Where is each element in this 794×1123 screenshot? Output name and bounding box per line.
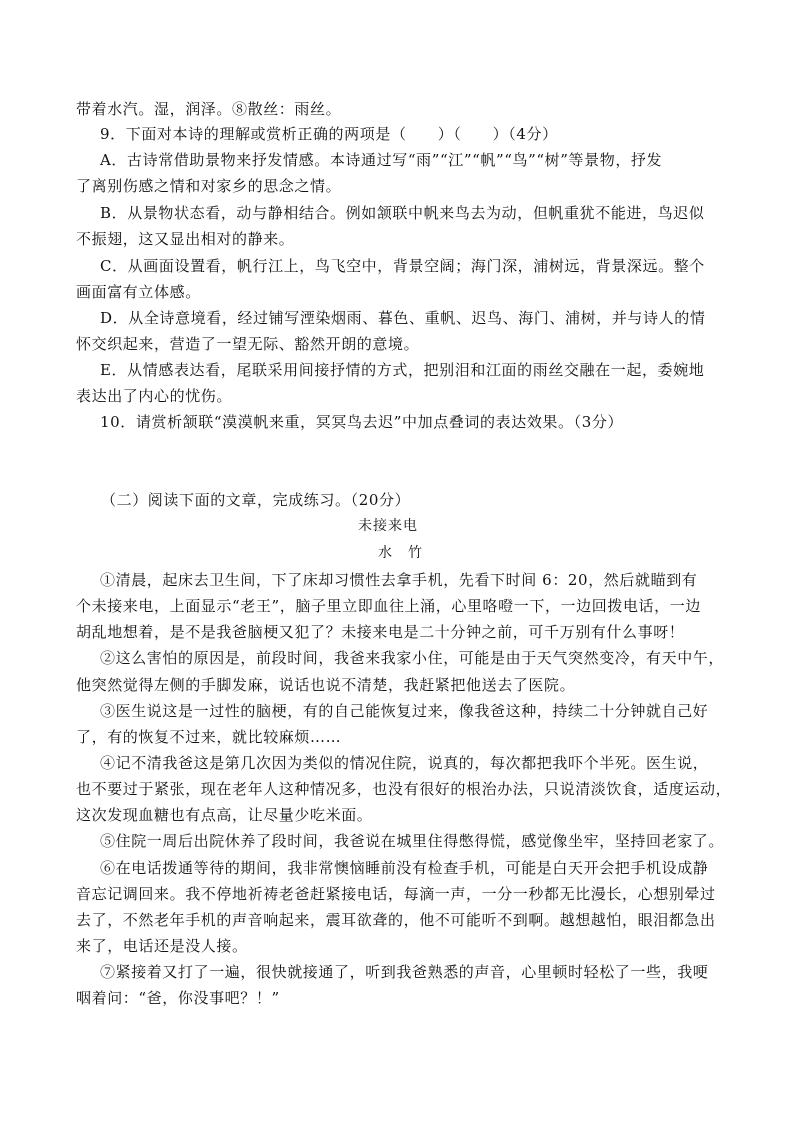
paragraph-1: ①清晨，起床去卫生间，下了床却习惯性去拿手机，先看下时间 6：20，然后就瞄到有 — [100, 571, 698, 589]
paragraph-7: ⑦紧接着又打了一遍，很快就接通了，听到我爸熟悉的声音，心里顿时轻松了一些，我哽 — [100, 963, 709, 981]
paragraph-3: ③医生说这是一过性的脑梗，有的自己能恢复过来，像我爸这种，持续二十分钟就自己好 — [100, 702, 709, 720]
question-9: 9．下面对本诗的理解或赏析正确的两项是（ ）（ ）（4分） — [100, 125, 558, 143]
text-line: 他突然觉得左侧的手脚发麻，说话也说不清楚，我赶紧把他送去了医院。 — [76, 676, 576, 694]
text-line: 胡乱地想着，是不是我爸脑梗又犯了？未接来电是二十分钟之前，可千万别有什么事呀！ — [76, 623, 685, 641]
paragraph-4: ④记不清我爸这是第几次因为类似的情况住院，说真的，每次都把我吓个半死。医生说， — [100, 754, 709, 772]
text-line: 了，有的恢复不过来，就比较麻烦…… — [76, 728, 342, 746]
text-line: 来了，电话还是没人接。 — [76, 937, 248, 955]
text-line: 表达出了内心的忧伤。 — [76, 387, 233, 405]
section-heading: （二）阅读下面的文章，完成练习。（20分） — [101, 491, 411, 509]
paragraph-5: ⑤住院一周后出院休养了段时间，我爸说在城里住得憋得慌，感觉像坐牢，坚持回老家了。 — [100, 832, 725, 850]
option-d: D．从全诗意境看，经过铺写湮染烟雨、暮色、重帆、迟鸟、海门、浦树，并与诗人的情 — [100, 309, 706, 327]
option-b: B．从景物状态看，动与静相结合。例如颔联中帆来鸟去为动，但帆重犹不能进，鸟迟似 — [100, 204, 705, 222]
text-line: 音忘记调回来。我不停地祈祷老爸赶紧接电话，每滴一声，一分一秒都无比漫长，心想别晕过 — [76, 885, 716, 903]
text-line: 这次发现血糖也有点高，让尽量少吃米面。 — [76, 806, 373, 824]
text-line: 也不要过于紧张，现在老年人这种情况多，也没有很好的根治办法，只说清淡饮食，适度运动， — [76, 780, 732, 798]
text-line: 去了，不然老年手机的声音响起来，震耳欲聋的，他不可能听不到啊。越想越怕，眼泪都急出 — [76, 911, 716, 929]
text-line: 怀交织起来，营造了一望无际、豁然开朗的意境。 — [76, 335, 420, 353]
question-10: 10．请赏析颔联“漠漠帆来重，冥冥鸟去迟”中加点叠词的表达效果。（3分） — [100, 413, 624, 431]
text-line: 带着水汽。湿，润泽。⑧散丝：雨丝。 — [76, 100, 342, 118]
text-line: 咽着问：“爸，你没事吧？！” — [76, 989, 280, 1007]
option-e: E．从情感表达看，尾联采用间接抒情的方式，把别泪和江面的雨丝交融在一起，委婉地 — [100, 361, 705, 379]
text-line: 不振翅，这又显出相对的静来。 — [76, 230, 295, 248]
text-line: 了离别伤感之情和对家乡的思念之情。 — [76, 177, 342, 195]
article-title: 未接来电 — [358, 518, 418, 534]
article-author: 水 竹 — [378, 545, 423, 561]
paragraph-6: ⑥在电话拨通等待的期间，我非常懊恼睡前没有检查手机，可能是白天开会把手机设成静 — [100, 859, 709, 877]
text-line: 个未接来电，上面显示“老王”，脑子里立即血往上涌，心里咯噔一下，一边回拨电话，一边 — [76, 597, 701, 615]
option-c: C．从画面设置看，帆行江上，鸟飞空中，背景空阔；海门深，浦树远，背景深远。整个 — [100, 257, 705, 275]
paragraph-2: ②这么害怕的原因是，前段时间，我爸来我家小住，可能是由于天气突然变冷，有天中午， — [100, 649, 725, 667]
text-line: 画面富有立体感。 — [76, 283, 201, 301]
option-a: A．古诗常借助景物来抒发情感。本诗通过写“雨”“江”“帆”“鸟”“树”等景物，抒发 — [100, 151, 663, 169]
